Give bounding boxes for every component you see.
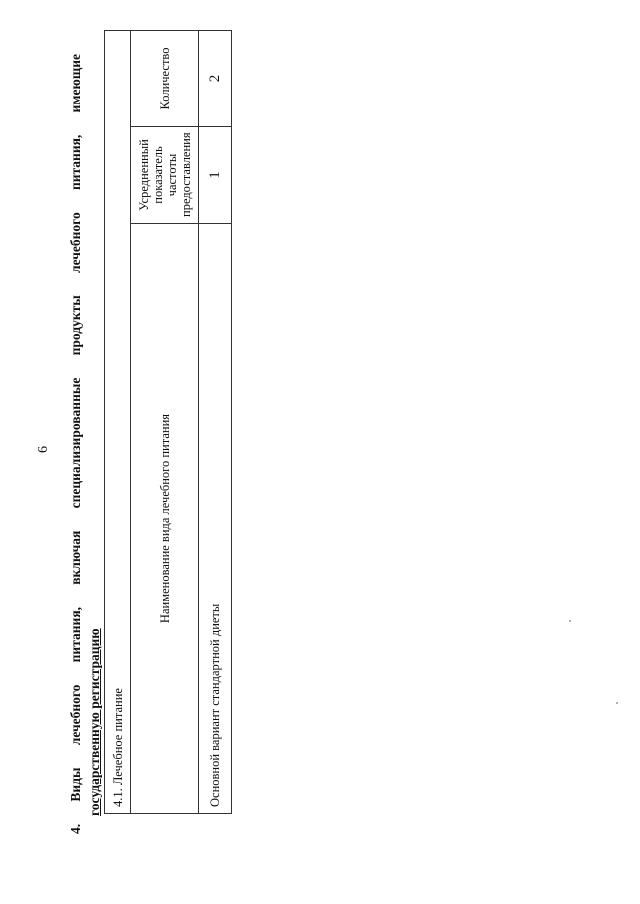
- page-number: 6: [36, 446, 51, 453]
- heading-word: продукты: [68, 295, 83, 356]
- heading-word: лечебного: [68, 684, 83, 746]
- heading-word: питания,: [68, 607, 83, 663]
- header-name: Наименование вида лечебного питания: [131, 224, 199, 814]
- table-row: [199, 30, 232, 813]
- heading-line-1: [66, 54, 85, 834]
- header-frequency: Усредненный показатель частоты предоставления: [131, 127, 199, 224]
- heading-word: питания,: [68, 134, 83, 191]
- diet-table: [104, 30, 232, 814]
- cell-name: Основной вариант стандартной диеты: [199, 224, 232, 814]
- section-heading: [66, 54, 104, 834]
- header-quantity: Количество: [131, 30, 199, 126]
- table-header-row: [131, 30, 199, 813]
- heading-word: Виды: [68, 767, 83, 802]
- table-section-row: [105, 30, 131, 813]
- heading-word: имеющие: [68, 54, 83, 113]
- heading-word: специализированные: [68, 377, 83, 509]
- heading-word: 4.: [68, 823, 83, 834]
- heading-word: лечебного: [68, 212, 83, 273]
- cell-frequency: 1: [199, 127, 232, 224]
- heading-line-2: государственную регистрацию: [87, 628, 102, 816]
- heading-word: включая: [68, 530, 83, 585]
- scan-speck: [569, 620, 571, 622]
- cell-quantity: 2: [199, 30, 232, 126]
- scan-speck: [616, 702, 618, 704]
- section-title: 4.1. Лечебное питание: [105, 30, 131, 813]
